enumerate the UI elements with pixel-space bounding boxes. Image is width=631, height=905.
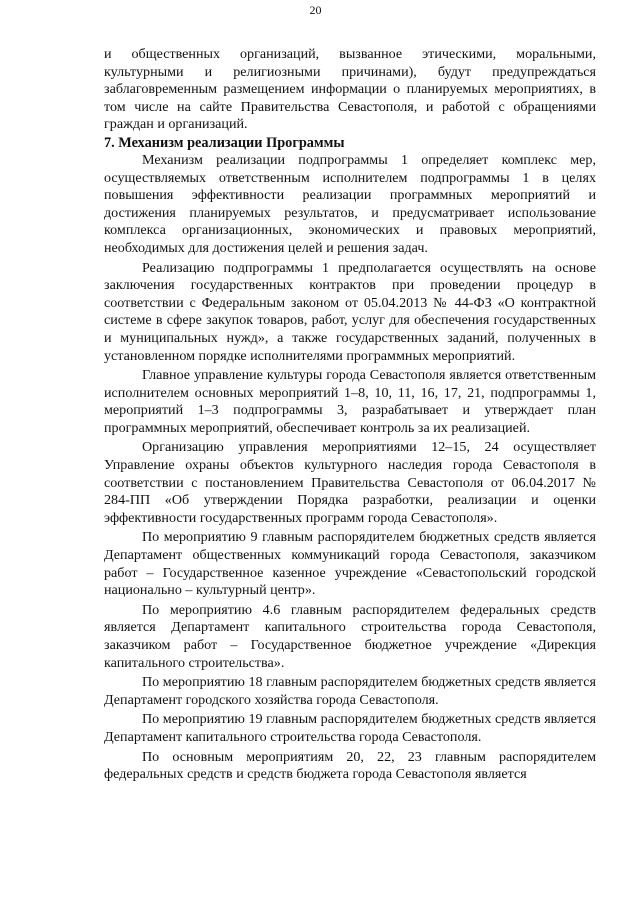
section-heading: 7. Механизм реализации Программы	[104, 134, 345, 151]
paragraph: По мероприятию 9 главным распорядителем бюджетных средств является Департамент общественных коммуникаций города Севастополя, заказчиком работ – Государственное казенное учреждение «Севастопольский городской национально – культурный центр».	[104, 529, 596, 599]
paragraph: Механизм реализации подпрограммы 1 определяет комплекс мер, осуществляемых ответственным исполнителем подпрограммы 1 в целях повышения эффективности реализации программных мероприятий и достижения планируемых результатов, и предусматривает использование комплекса организационных, экономических и правовых мероприятий, необходимых для достижения целей и решения задач.	[104, 151, 596, 256]
paragraph-continuation: и общественных организаций, вызванное этическими, моральными, культурными и религиозными причинами), будут предупреждаться заблаговременным размещением информации о планируемых мероприятиях, в том числе на сайте Правительства Севастополя, и работой с обращениями граждан и организаций.	[104, 46, 596, 133]
paragraph: По мероприятию 4.6 главным распорядителем федеральных средств является Департамент капитального строительства города Севастополя, заказчиком работ – Государственное бюджетное учреждение «Дирекция капитального строительства».	[104, 601, 596, 671]
paragraph: Организацию управления мероприятиями 12–15, 24 осуществляет Управление охраны объектов культурного наследия города Севастополя в соответствии с постановлением Правительства Севастополя от 06.04.2017 № 284-ПП «Об утверждении Порядка разработки, реализации и оценки эффективности государственных программ города Севастополя».	[104, 439, 596, 526]
paragraph: По основным мероприятиям 20, 22, 23 главным распорядителем федеральных средств и средств бюджета города Севастополя является	[104, 748, 596, 783]
paragraph: Главное управление культуры города Севастополя является ответственным исполнителем основных мероприятий 1–8, 10, 11, 16, 17, 21, подпрограммы 1, мероприятий 1–3 подпрограммы 3, разрабатывает и утверждает план программных мероприятий, обеспечивает контроль за их реализацией.	[104, 367, 596, 436]
page-number: 20	[309, 3, 322, 17]
paragraph: Реализацию подпрограммы 1 предполагается осуществлять на основе заключения государственных контрактов при проведении процедур в соответствии с Федеральным законом от 05.04.2013 № 44-ФЗ «О контрактной системе в сфере закупок товаров, работ, услуг для обеспечения государственных и муниципальных нужд», а также государственных заданий, полученных в установленном порядке исполнителями программных мероприятий.	[104, 259, 596, 364]
document-body	[104, 46, 596, 784]
paragraph: По мероприятию 19 главным распорядителем бюджетных средств является Департамент капитального строительства города Севастополя.	[104, 711, 596, 745]
paragraph: По мероприятию 18 главным распорядителем бюджетных средств является Департамент городского хозяйства города Севастополя.	[104, 674, 596, 708]
